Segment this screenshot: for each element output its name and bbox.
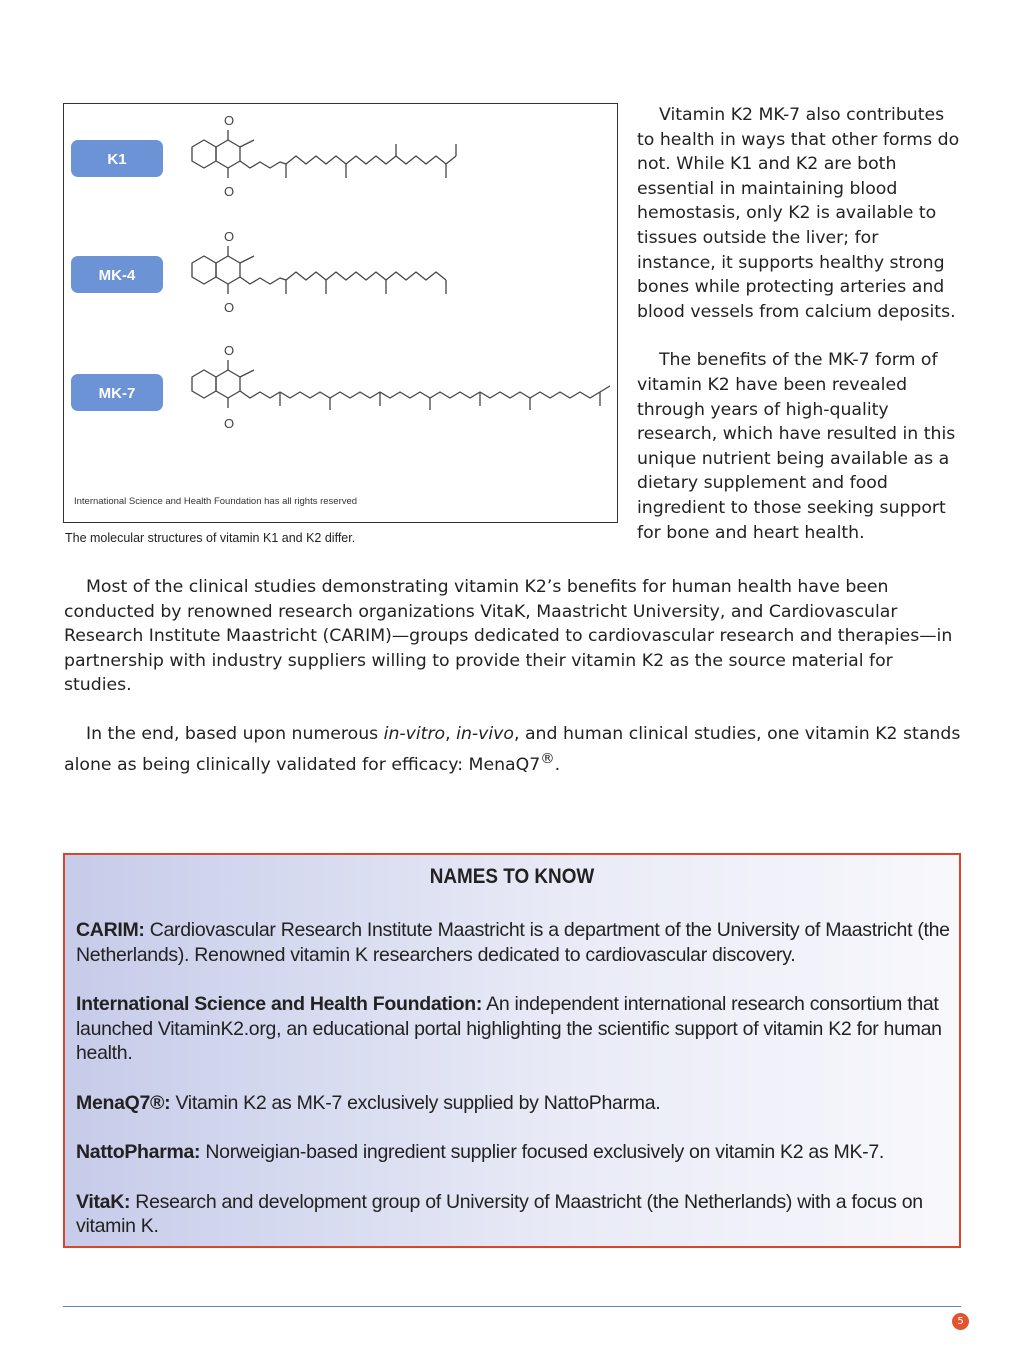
entry-desc: An independent international research consortium that launched VitaminK2.org, an educational portal highlighting the scientific support of vitamin K2 for human health. [76, 993, 942, 1064]
list-item [76, 1190, 956, 1239]
oxygen-atom: O [223, 343, 235, 358]
label-k1: K1 [107, 151, 127, 168]
entry-term: MenaQ7®: [76, 1091, 171, 1114]
entry-desc: Research and development group of University of Maastricht (the Netherlands) with a focus on vitamin K. [76, 1190, 923, 1237]
names-box-title: NAMES TO KNOW [429, 865, 595, 888]
entry-desc: Cardiovascular Research Institute Maastricht is a department of the University of Maastricht (the Netherlands). Renowned vitamin K researchers dedicated to cardiovascular discovery. [76, 919, 950, 966]
body-text [64, 575, 964, 801]
list-item [76, 992, 956, 1066]
list-item [76, 1140, 956, 1165]
k1-structure [192, 130, 456, 178]
entry-desc: Vitamin K2 as MK-7 exclusively supplied by NattoPharma. [170, 1091, 661, 1114]
registered-mark: ® [540, 750, 555, 767]
oxygen-atom: O [223, 184, 235, 199]
molecule-figure [63, 103, 618, 523]
oxygen-atom: O [223, 229, 235, 244]
mk4-structure [192, 246, 446, 294]
paragraph: Vitamin K2 MK-7 also contributes to health in ways that other forms do not. While K1 and K2 are both essential in maintaining blood hemostasis, only K2 is available to tissues outside the liver; for instance, it supports healthy strong bones while protecting arteries and blood vessels from calcium deposits. [637, 105, 960, 322]
entry-desc: Norweigian-based ingredient supplier focused exclusively on vitamin K2 as MK-7. [200, 1141, 885, 1163]
in-vivo-term: in-vivo [456, 723, 514, 744]
molecule-diagram [64, 104, 619, 524]
mk7-structure [192, 360, 610, 410]
page-number: 5 [952, 1313, 969, 1330]
oxygen-atom: O [223, 113, 235, 128]
in-vitro-term: in-vitro [383, 723, 446, 744]
names-list [76, 918, 956, 1264]
paragraph: Most of the clinical studies demonstrating vitamin K2’s benefits for human health have been conducted by renowned research organizations VitaK, Maastricht University, and Cardiovascular Research Institute Maastricht (CARIM)—groups dedicated to cardiovascular research and therapies—in partnership with industry suppliers willing to provide their vitamin K2 as the source material for studies. [64, 577, 953, 696]
right-column-text [637, 103, 962, 569]
entry-term: International Science and Health Foundation: [76, 993, 483, 1015]
oxygen-atom: O [223, 300, 235, 315]
entry-term: CARIM: [76, 919, 145, 941]
footer-divider [63, 1306, 961, 1307]
entry-term: VitaK: [76, 1190, 131, 1213]
names-to-know-box [63, 853, 961, 1248]
list-item [76, 918, 956, 967]
oxygen-atom: O [223, 416, 235, 431]
label-mk4: MK-4 [98, 267, 136, 284]
label-mk7: MK-7 [98, 385, 136, 402]
list-item [76, 1091, 956, 1116]
entry-term: NattoPharma: [76, 1141, 201, 1163]
paragraph: In the end, based upon numerous in-vitro, in-vivo, and human clinical studies, one vitamin K2 stands alone as being clinically validated for efficacy: MenaQ7®. [64, 723, 961, 775]
paragraph: The benefits of the MK-7 form of vitamin K2 have been revealed through years of high-quality research, which have resulted in this unique nutrient being available as a dietary supplement and food ingredient to those seeking support for bone and heart health. [637, 350, 956, 543]
figure-caption: The molecular structures of vitamin K1 and K2 differ. [65, 531, 356, 545]
figure-copyright: International Science and Health Foundation has all rights reserved [74, 496, 358, 507]
